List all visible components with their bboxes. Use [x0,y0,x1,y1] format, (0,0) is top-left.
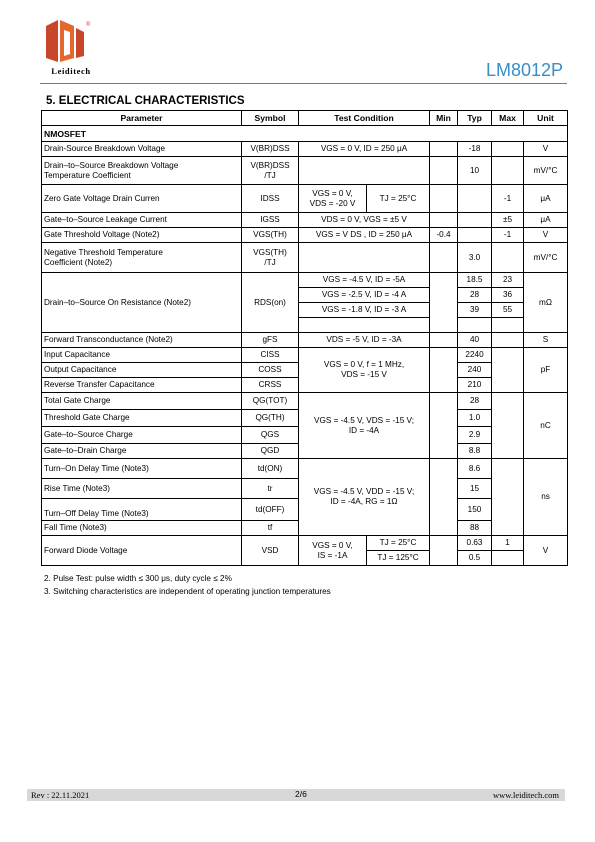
max-cell: ±5 [492,213,524,228]
typ-cell: 1.0 [458,410,492,427]
param-cell: Rise Time (Note3) [42,479,242,499]
header-max: Max [492,111,524,126]
param-line: Drain–to–Source Breakdown Voltage [44,160,179,170]
symbol-cell: VGS(TH) [242,228,299,243]
typ-cell [458,185,492,213]
condition-line: VDS = -20 V [309,198,356,208]
typ-cell: 8.6 [458,459,492,479]
typ-cell: 0.63 [458,536,492,551]
max-cell [492,393,524,459]
typ-cell: 2.9 [458,427,492,444]
symbol-line: /TJ [264,257,276,267]
min-cell [430,185,458,213]
param-cell: Gate–to–Drain Charge [42,444,242,459]
header-unit: Unit [524,111,568,126]
symbol-cell: QGS [242,427,299,444]
param-cell: Output Capacitance [42,363,242,378]
param-cell: Gate–to–Source Leakage Current [42,213,242,228]
table-row [42,273,568,288]
unit-cell: mV/°C [524,157,568,185]
symbol-cell: RDS(on) [242,273,299,333]
electrical-characteristics-table [41,110,568,566]
table-row [42,185,568,213]
unit-cell: μA [524,185,568,213]
page-number: 2/6 [295,789,307,799]
symbol-cell: QGD [242,444,299,459]
table-row [42,243,568,273]
symbol-line: /TJ [264,170,276,180]
condition-line: VGS = -4.5 V, VDS = -15 V; [314,415,414,425]
max-cell [492,243,524,273]
condition-cell [299,157,430,185]
condition-cell: VDS = 0 V, VGS = ±5 V [299,213,430,228]
symbol-cell: QG(TH) [242,410,299,427]
typ-cell: 0.5 [458,551,492,566]
condition-line: ID = -4A [348,425,380,435]
page-footer [27,789,565,801]
max-cell: -1 [492,228,524,243]
param-cell: Threshold Gate Charge [42,410,242,427]
typ-cell: -18 [458,142,492,157]
table-row [42,142,568,157]
typ-cell: 39 [458,303,492,318]
condition-line: IS = -1A [317,550,348,560]
param-cell: Forward Diode Voltage [42,536,242,566]
table-row [42,348,568,363]
symbol-line: VGS(TH) [253,247,287,257]
header-parameter: Parameter [42,111,242,126]
param-cell [42,157,242,185]
symbol-cell: gFS [242,333,299,348]
typ-cell: 150 [458,499,492,521]
condition-cell: VDS = -5 V, ID = -3A [299,333,430,348]
symbol-cell: CISS [242,348,299,363]
group-nmosfet: NMOSFET [42,126,568,142]
max-cell: 23 [492,273,524,288]
leiditech-logo-icon [40,18,96,66]
section-title: 5. ELECTRICAL CHARACTERISTICS [46,95,245,107]
typ-cell: 88 [458,521,492,536]
unit-cell: mΩ [524,273,568,333]
symbol-cell: COSS [242,363,299,378]
max-cell [492,551,524,566]
typ-cell: 15 [458,479,492,499]
min-cell [430,393,458,459]
footnotes [44,572,331,598]
max-cell [492,348,524,393]
param-cell: Turn–On Delay Time (Note3) [42,459,242,479]
typ-cell: 40 [458,333,492,348]
param-cell: Reverse Transfer Capacitance [42,378,242,393]
typ-cell: 28 [458,393,492,410]
param-line: Negative Threshold Temperature [44,247,163,257]
symbol-cell: td(OFF) [242,499,299,521]
header-divider [40,83,567,84]
table-row [42,536,568,551]
symbol-cell: IDSS [242,185,299,213]
symbol-cell: tf [242,521,299,536]
typ-cell: 8.8 [458,444,492,459]
condition-cell [299,243,430,273]
condition-cell: VGS = 0 V, ID = 250 μA [299,142,430,157]
typ-cell: 28 [458,288,492,303]
header-symbol: Symbol [242,111,299,126]
table-row [42,157,568,185]
condition-line: VDS = -15 V [341,370,387,379]
symbol-cell: IGSS [242,213,299,228]
unit-cell: V [524,536,568,566]
param-cell: Input Capacitance [42,348,242,363]
condition-cell: VGS = -4.5 V, ID = -5A [299,273,430,288]
condition-line: ID = -4A, RG = 1Ω [330,497,398,506]
condition-cell: VGS = -1.8 V, ID = -3 A [299,303,430,318]
condition-line: VGS = -4.5 V, VDD = -15 V; [313,487,415,496]
param-cell: Gate–to–Source Charge [42,427,242,444]
max-cell: 55 [492,303,524,318]
param-cell: Forward Transconductance (Note2) [42,333,242,348]
condition-line: VGS = 0 V, f = 1 MHz, [323,360,405,369]
condition-tj-cell: TJ = 25°C [367,185,430,213]
table-row [42,333,568,348]
footnote-3: 3. Switching characteristics are independent of operating junction temperatures [44,587,331,596]
unit-cell: ns [524,459,568,536]
param-cell: Fall Time (Note3) [42,521,242,536]
symbol-cell: QG(TOT) [242,393,299,410]
unit-cell: V [524,228,568,243]
footnote-2: 2. Pulse Test: pulse width ≤ 300 μs, duty cycle ≤ 2% [44,574,232,583]
min-cell [430,348,458,393]
typ-cell: 18.5 [458,273,492,288]
table-row [42,213,568,228]
symbol-cell: CRSS [242,378,299,393]
param-line: Coefficient (Note2) [44,257,113,267]
min-cell [430,536,458,566]
min-cell: -0.4 [430,228,458,243]
typ-cell: 2240 [458,348,492,363]
symbol-line: V(BR)DSS [250,160,290,170]
param-cell: Gate Threshold Voltage (Note2) [42,228,242,243]
param-cell: Total Gate Charge [42,393,242,410]
condition-cell [299,185,367,213]
typ-cell [458,213,492,228]
condition-cell: VGS = V DS , ID = 250 μA [299,228,430,243]
min-cell [430,333,458,348]
condition-line: VGS = 0 V, [312,188,353,198]
group-row [42,126,568,142]
condition-cell [299,536,367,566]
condition-cell [299,459,430,536]
table-row [42,393,568,410]
condition-cell [299,348,430,393]
max-cell [492,318,524,333]
unit-cell: S [524,333,568,348]
param-line: Temperature Coefficient [44,170,131,180]
table-row [42,228,568,243]
min-cell [430,213,458,228]
unit-cell: nC [524,393,568,459]
header-min: Min [430,111,458,126]
param-cell: Zero Gate Voltage Drain Curren [42,185,242,213]
table-row [42,459,568,479]
typ-cell: 10 [458,157,492,185]
condition-cell [299,318,430,333]
condition-line: VGS = 0 V, [312,540,353,550]
min-cell [430,273,458,333]
table-header-row [42,111,568,126]
symbol-cell [242,243,299,273]
header-test-condition: Test Condition [299,111,430,126]
symbol-cell: V(BR)DSS [242,142,299,157]
typ-cell: 240 [458,363,492,378]
condition-cell: VGS = -2.5 V, ID = -4 A [299,288,430,303]
revision-date: Rev : 22.11.2021 [31,790,90,800]
max-cell: 1 [492,536,524,551]
condition-tj-cell: TJ = 25°C [367,536,430,551]
symbol-cell: VSD [242,536,299,566]
min-cell [430,157,458,185]
svg-text:®: ® [86,22,91,28]
max-cell: 36 [492,288,524,303]
typ-cell: 210 [458,378,492,393]
unit-cell: μA [524,213,568,228]
brand-name: Leiditech [51,66,91,76]
param-cell [42,243,242,273]
unit-cell: mV/°C [524,243,568,273]
symbol-cell: tr [242,479,299,499]
website-link[interactable]: www.leiditech.com [492,790,559,800]
typ-cell [458,228,492,243]
max-cell: -1 [492,185,524,213]
typ-cell: 3.0 [458,243,492,273]
min-cell [430,243,458,273]
unit-cell: V [524,142,568,157]
max-cell [492,142,524,157]
max-cell [492,157,524,185]
min-cell [430,142,458,157]
part-number: LM8012P [485,60,563,80]
symbol-cell [242,157,299,185]
typ-cell [458,318,492,333]
condition-tj-cell: TJ = 125°C [367,551,430,566]
max-cell [492,459,524,536]
min-cell [430,459,458,536]
param-cell: Drain–to–Source On Resistance (Note2) [42,273,242,333]
condition-cell [299,393,430,459]
max-cell [492,333,524,348]
param-cell: Drain-Source Breakdown Voltage [42,142,242,157]
unit-cell: pF [524,348,568,393]
header-typ: Typ [458,111,492,126]
symbol-cell: td(ON) [242,459,299,479]
param-cell: Turn–Off Delay Time (Note3) [42,499,242,521]
